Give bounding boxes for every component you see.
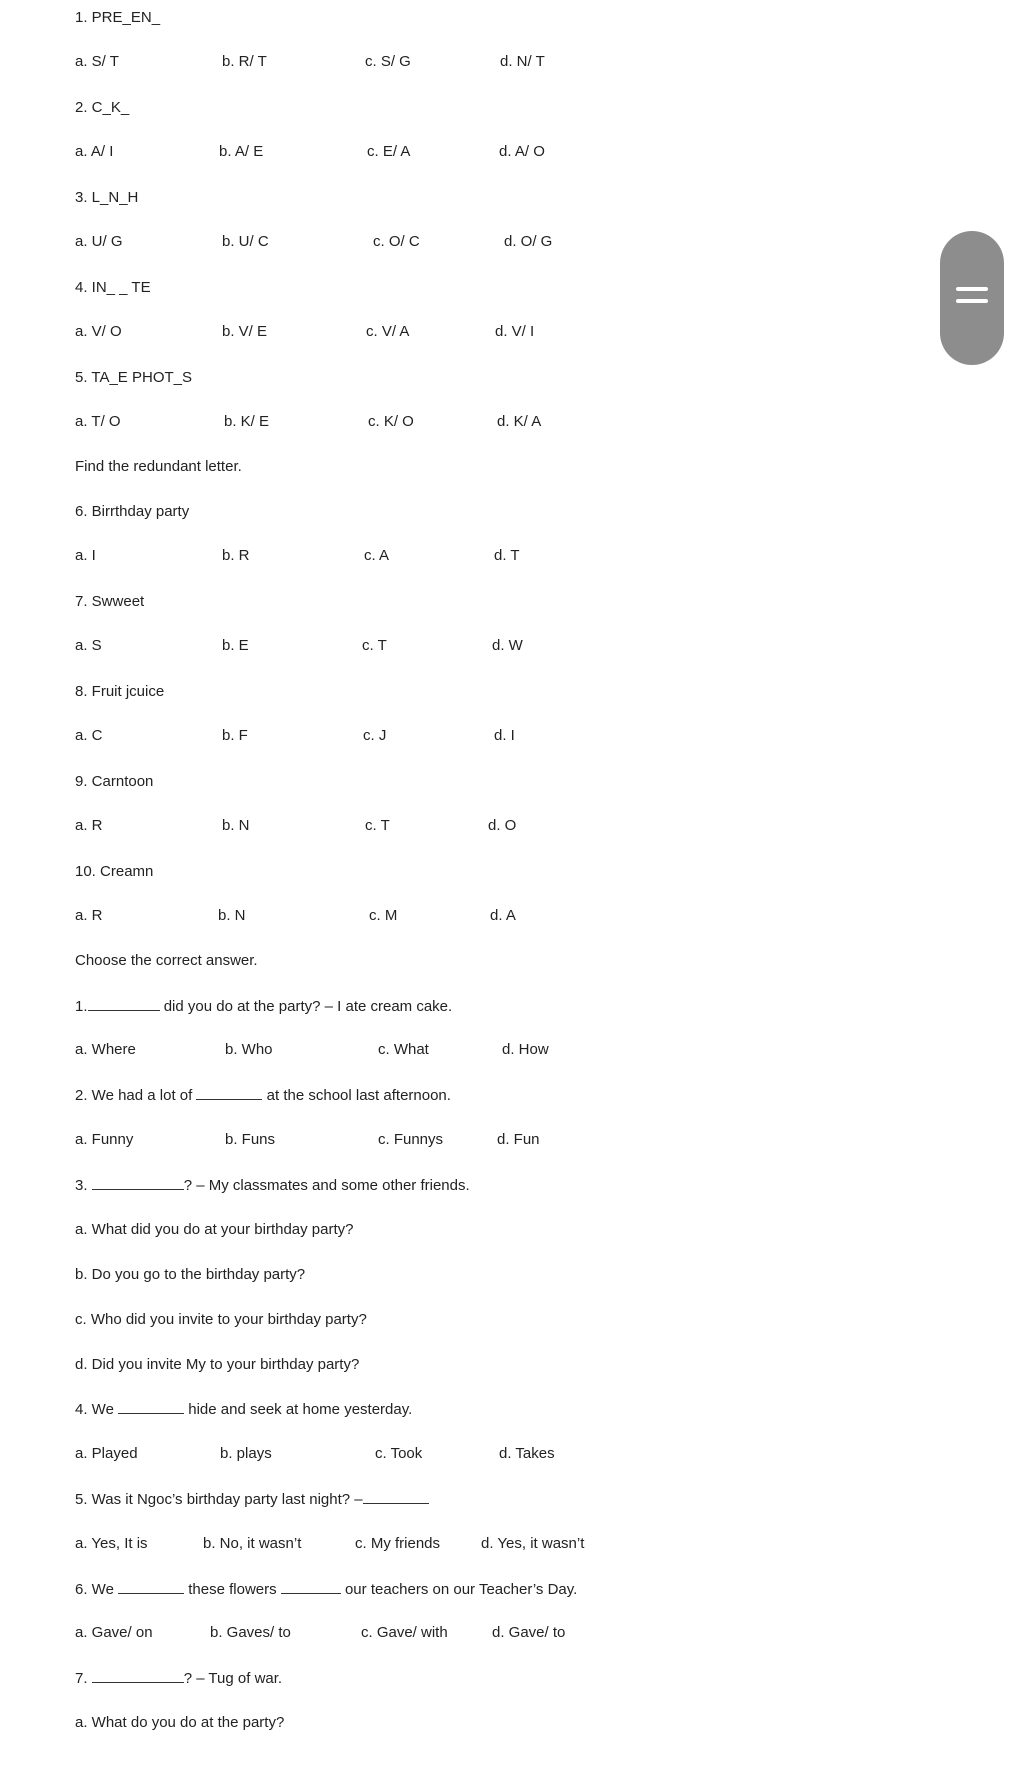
question-s3-5 — [75, 1489, 429, 1510]
answer-blank — [196, 1085, 262, 1100]
option-s3-3a: a. What did you do at your birthday party? — [75, 1221, 354, 1238]
option-s3-1b: b. Who — [225, 1041, 273, 1058]
option-4b: b. V/ E — [222, 323, 268, 340]
answer-blank — [118, 1399, 184, 1414]
option-3c: c. O/ C — [373, 233, 420, 250]
option-9c: c. T — [365, 817, 390, 834]
question-s3-4 — [75, 1399, 412, 1420]
option-2c: c. E/ A — [367, 143, 411, 160]
option-s3-5d: d. Yes, it wasn’t — [481, 1535, 585, 1552]
question-8: 8. Fruit jcuice — [75, 683, 165, 700]
option-s3-6d: d. Gave/ to — [492, 1624, 566, 1641]
option-5d: d. K/ A — [497, 413, 542, 430]
option-s3-4d: d. Takes — [499, 1445, 555, 1462]
answer-blank — [118, 1579, 184, 1594]
option-9b: b. N — [222, 817, 250, 834]
question-text-before: 2. We had a lot of — [75, 1087, 193, 1104]
option-s3-5b: b. No, it wasn’t — [203, 1535, 302, 1552]
option-s3-1a: a. Where — [75, 1041, 136, 1058]
option-6a: a. I — [75, 547, 96, 564]
question-2: 2. C_K_ — [75, 99, 130, 116]
option-8c: c. J — [363, 727, 387, 744]
question-text: ? – My classmates and some other friends. — [183, 1177, 470, 1194]
answer-blank — [88, 996, 160, 1011]
option-2b: b. A/ E — [219, 143, 264, 160]
option-1a: a. S/ T — [75, 53, 119, 70]
option-10d: d. A — [490, 907, 516, 924]
question-3: 3. L_N_H — [75, 189, 139, 206]
question-6: 6. Birrthday party — [75, 503, 190, 520]
option-4c: c. V/ A — [366, 323, 410, 340]
option-s3-4c: c. Took — [375, 1445, 423, 1462]
option-3b: b. U/ C — [222, 233, 269, 250]
answer-blank — [92, 1668, 184, 1683]
option-6c: c. A — [364, 547, 390, 564]
option-s3-5c: c. My friends — [355, 1535, 441, 1552]
question-9: 9. Carntoon — [75, 773, 154, 790]
option-1d: d. N/ T — [500, 53, 545, 70]
option-1c: c. S/ G — [365, 53, 411, 70]
question-text: did you do at the party? – I ate cream cake. — [163, 998, 453, 1015]
option-10c: c. M — [369, 907, 398, 924]
option-s3-3d: d. Did you invite My to your birthday party? — [75, 1356, 360, 1373]
option-s3-6c: c. Gave/ with — [361, 1624, 448, 1641]
option-s3-1d: d. How — [502, 1041, 549, 1058]
question-10: 10. Creamn — [75, 863, 154, 880]
option-4d: d. V/ I — [495, 323, 535, 340]
option-7d: d. W — [492, 637, 523, 654]
option-9d: d. O — [488, 817, 517, 834]
option-9a: a. R — [75, 817, 103, 834]
option-10a: a. R — [75, 907, 103, 924]
option-s3-6a: a. Gave/ on — [75, 1624, 153, 1641]
option-8b: b. F — [222, 727, 248, 744]
option-5a: a. T/ O — [75, 413, 121, 430]
option-1b: b. R/ T — [222, 53, 267, 70]
option-4a: a. V/ O — [75, 323, 122, 340]
option-s3-1c: c. What — [378, 1041, 429, 1058]
answer-blank — [92, 1175, 184, 1190]
option-7b: b. E — [222, 637, 249, 654]
option-s3-2b: b. Funs — [225, 1131, 276, 1148]
option-7a: a. S — [75, 637, 102, 654]
question-text: ? – Tug of war. — [183, 1670, 283, 1687]
question-text-before: 4. We — [75, 1401, 114, 1418]
option-s3-7a: a. What do you do at the party? — [75, 1714, 285, 1731]
question-5: 5. TA_E PHOT_S — [75, 369, 192, 386]
question-number: 3. — [75, 1177, 88, 1194]
option-s3-3c: c. Who did you invite to your birthday party? — [75, 1311, 367, 1328]
question-text-after: at the school last afternoon. — [266, 1087, 451, 1104]
grip-line-bottom — [956, 299, 988, 303]
question-text-middle: these flowers — [188, 1581, 277, 1598]
option-s3-6b: b. Gaves/ to — [210, 1624, 291, 1641]
option-5c: c. K/ O — [368, 413, 414, 430]
question-text: 5. Was it Ngoc’s birthday party last night? – — [75, 1491, 363, 1508]
question-s3-1 — [75, 996, 452, 1017]
question-text-after: hide and seek at home yesterday. — [188, 1401, 413, 1418]
question-number: 7. — [75, 1670, 88, 1687]
option-8d: d. I — [494, 727, 515, 744]
question-7: 7. Swweet — [75, 593, 145, 610]
option-6b: b. R — [222, 547, 250, 564]
question-s3-7 — [75, 1668, 282, 1689]
option-s3-2c: c. Funnys — [378, 1131, 444, 1148]
question-s3-6 — [75, 1579, 577, 1600]
option-5b: b. K/ E — [224, 413, 270, 430]
section-title-choose: Choose the correct answer. — [75, 952, 258, 969]
option-7c: c. T — [362, 637, 387, 654]
question-number: 1. — [75, 998, 88, 1015]
option-s3-2a: a. Funny — [75, 1131, 134, 1148]
option-s3-3b: b. Do you go to the birthday party? — [75, 1266, 306, 1283]
option-s3-2d: d. Fun — [497, 1131, 540, 1148]
question-4: 4. IN_ _ TE — [75, 279, 151, 296]
question-text-before: 6. We — [75, 1581, 114, 1598]
grip-line-top — [956, 287, 988, 291]
question-s3-3 — [75, 1175, 470, 1196]
option-s3-4a: a. Played — [75, 1445, 138, 1462]
option-3a: a. U/ G — [75, 233, 123, 250]
option-s3-5a: a. Yes, It is — [75, 1535, 148, 1552]
option-2a: a. A/ I — [75, 143, 114, 160]
option-6d: d. T — [494, 547, 520, 564]
section-title-redundant: Find the redundant letter. — [75, 458, 242, 475]
answer-blank — [281, 1579, 341, 1594]
question-text-after: our teachers on our Teacher’s Day. — [344, 1581, 578, 1598]
option-s3-4b: b. plays — [220, 1445, 272, 1462]
scroll-handle[interactable] — [940, 231, 1004, 365]
answer-blank — [363, 1489, 429, 1504]
option-3d: d. O/ G — [504, 233, 553, 250]
question-s3-2 — [75, 1085, 451, 1106]
question-1: 1. PRE_EN_ — [75, 9, 161, 26]
option-8a: a. C — [75, 727, 103, 744]
option-2d: d. A/ O — [499, 143, 545, 160]
option-10b: b. N — [218, 907, 246, 924]
